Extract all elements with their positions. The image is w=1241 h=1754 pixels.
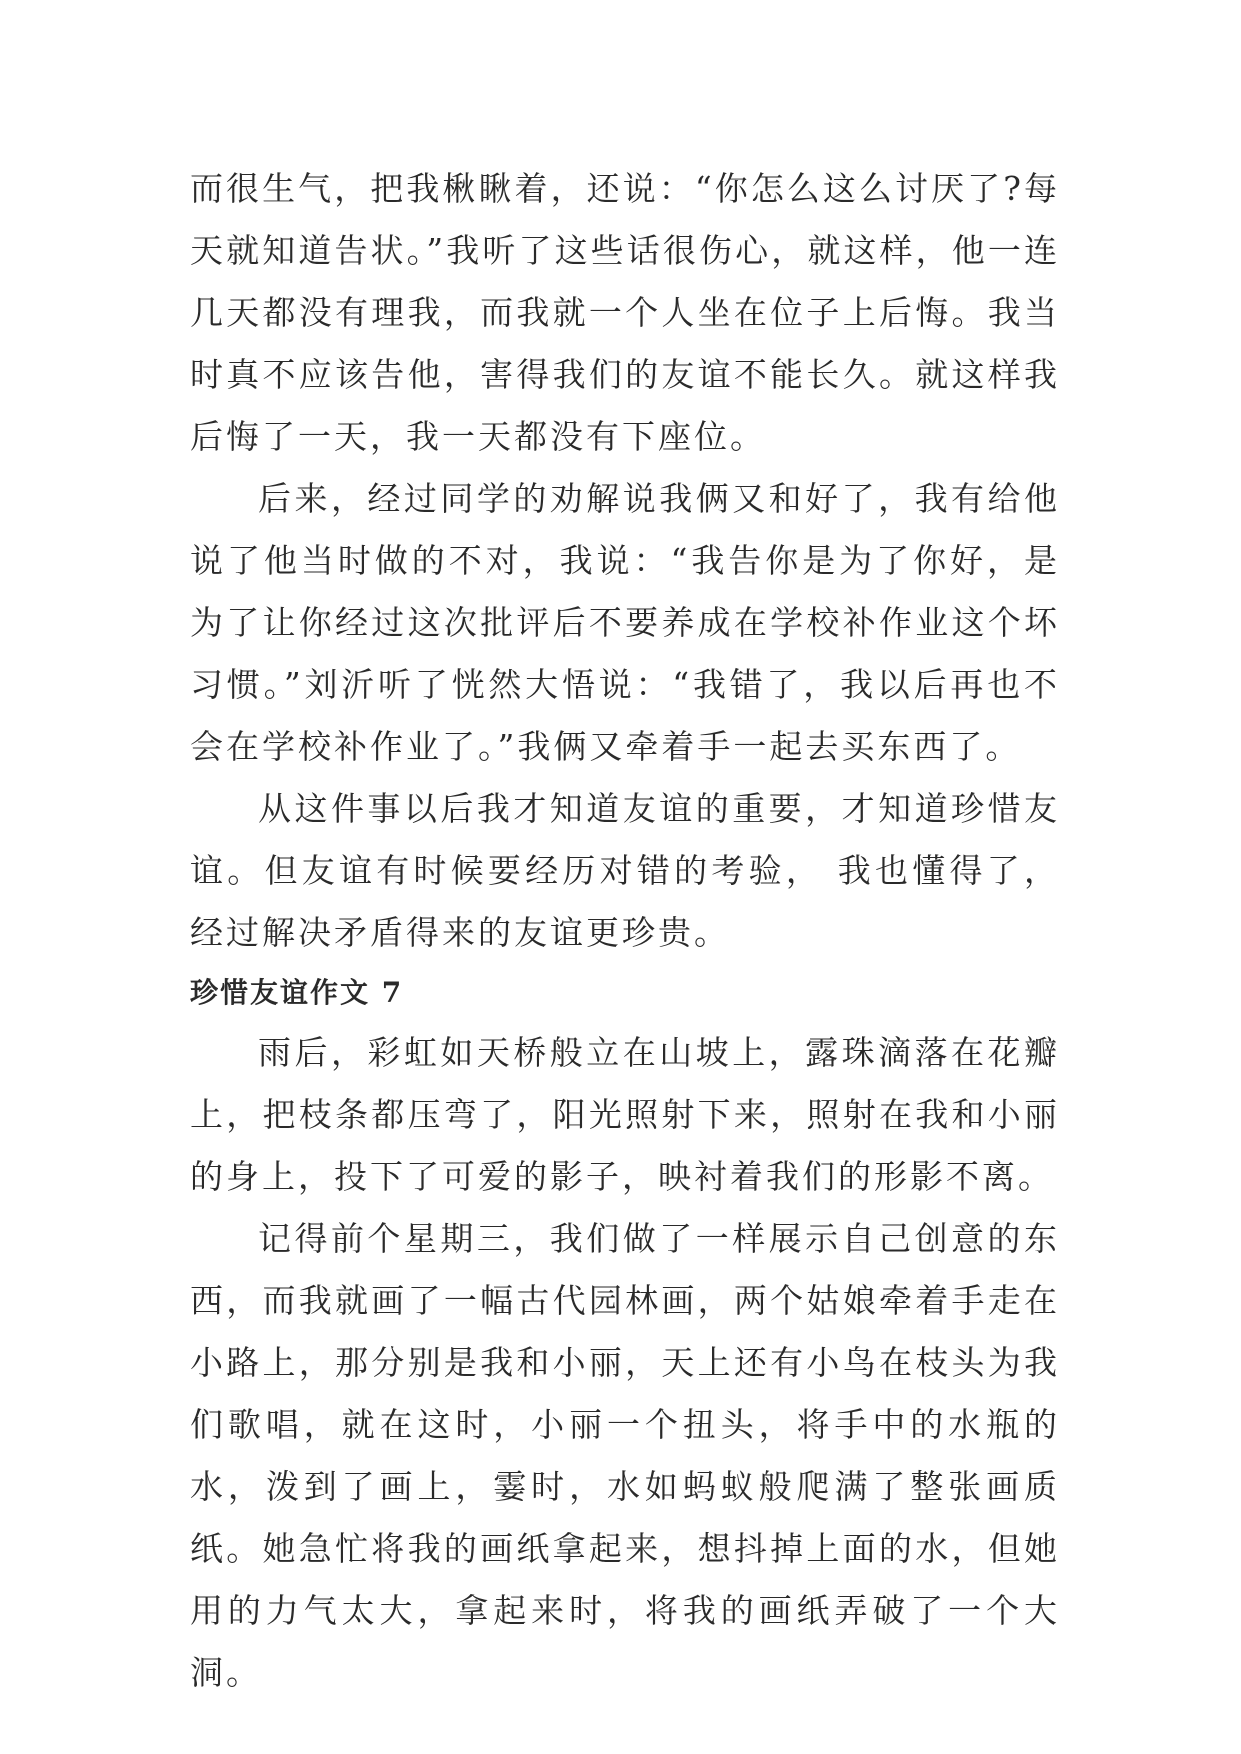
essay-heading: 珍惜友谊作文 7	[190, 976, 404, 1009]
paragraph-reconciliation: 后来，经过同学的劝解说我俩又和好了，我有给他说了他当时做的不对，我说：“我告你是为了你好，是为了让你经过这次批评后不要养成在学校补作业这个坏习惯。”刘沂听了恍然大悟说：“我错了，我以后再也不会在学校补作业了。”我俩又牵着手一起去买东西了。	[190, 479, 1060, 766]
paragraph-continuation: 而很生气，把我楸瞅着，还说：“你怎么这么讨厌了?每天就知道告状。”我听了这些话很伤心，就这样，他一连几天都没有理我，而我就一个人坐在位子上后悔。我当时真不应该告他，害得我们的友谊不能长久。就这样我后悔了一天，我一天都没有下座位。	[190, 169, 1060, 456]
paragraph-lesson: 从这件事以后我才知道友谊的重要，才知道珍惜友谊。但友谊有时候要经历对错的考验， 我也懂得了，经过解决矛盾得来的友谊更珍贵。	[190, 789, 1060, 952]
paragraph-painting: 记得前个星期三，我们做了一样展示自己创意的东西，而我就画了一幅古代园林画，两个姑娘牵着手走在小路上，那分别是我和小丽，天上还有小鸟在枝头为我们歌唱，就在这时，小丽一个扭头，将手中的水瓶的水，泼到了画上，霎时，水如蚂蚁般爬满了整张画质纸。她急忙将我的画纸拿起来，想抖掉上面的水，但她用的力气太大，拿起来时，将我的画纸弄破了一个大洞。	[190, 1219, 1060, 1692]
document-page	[190, 158, 1060, 1704]
paragraph-rainbow: 雨后，彩虹如天桥般立在山坡上，露珠滴落在花瓣上，把枝条都压弯了，阳光照射下来，照射在我和小丽的身上，投下了可爱的影子，映衬着我们的形影不离。	[190, 1033, 1060, 1196]
